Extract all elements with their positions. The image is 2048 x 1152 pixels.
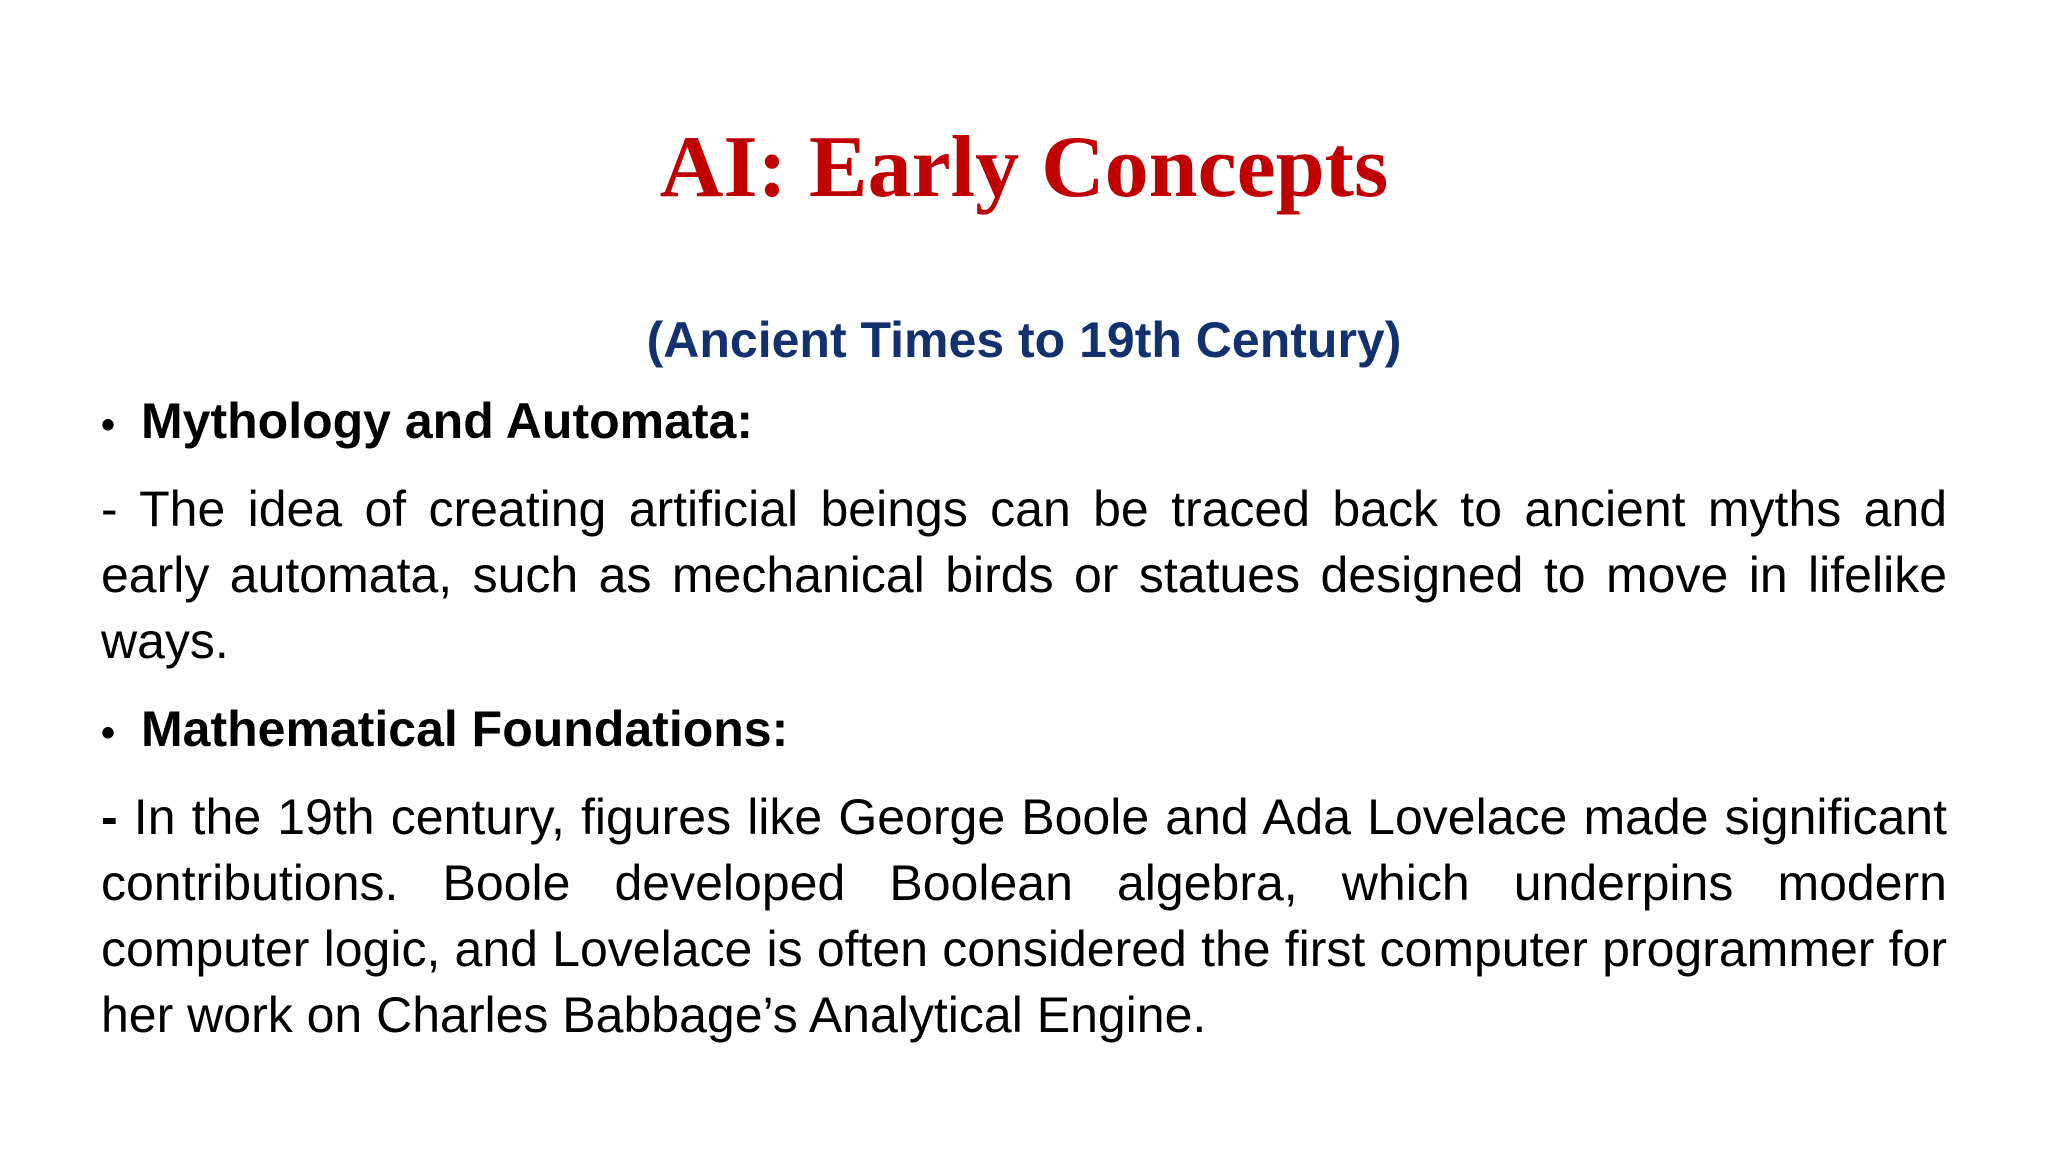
paragraph-text: In the 19th century, figures like George Boole and Ada Lovelace made significant contributions. Boole developed Boolean algebra, which underpins modern computer logic, and Lovelace is often considered the first computer programmer for her work on Charles Babbage’s Analytical Engine. <box>101 789 1947 1043</box>
dash-marker: - <box>101 481 140 537</box>
bullet-icon: • <box>101 711 116 755</box>
bullet-heading: Mathematical Foundations: <box>141 701 789 757</box>
bullet-icon: • <box>101 403 116 447</box>
slide-title: AI: Early Concepts <box>659 119 1389 216</box>
slide-body <box>101 302 1947 1070</box>
paragraph-mythology <box>101 476 1947 674</box>
paragraph-text: The idea of creating artificial beings can be traced back to ancient myths and early automata, such as mechanical birds or statues designed to move in lifelike ways. <box>101 481 1948 669</box>
slide-subtitle: (Ancient Times to 19th Century) <box>646 312 1402 368</box>
bullet-mythology <box>101 388 1947 458</box>
bullet-mathematical <box>101 696 1947 766</box>
paragraph-mathematical <box>101 784 1947 1048</box>
dash-marker: - <box>101 789 134 845</box>
bullet-heading: Mythology and Automata: <box>141 393 754 449</box>
